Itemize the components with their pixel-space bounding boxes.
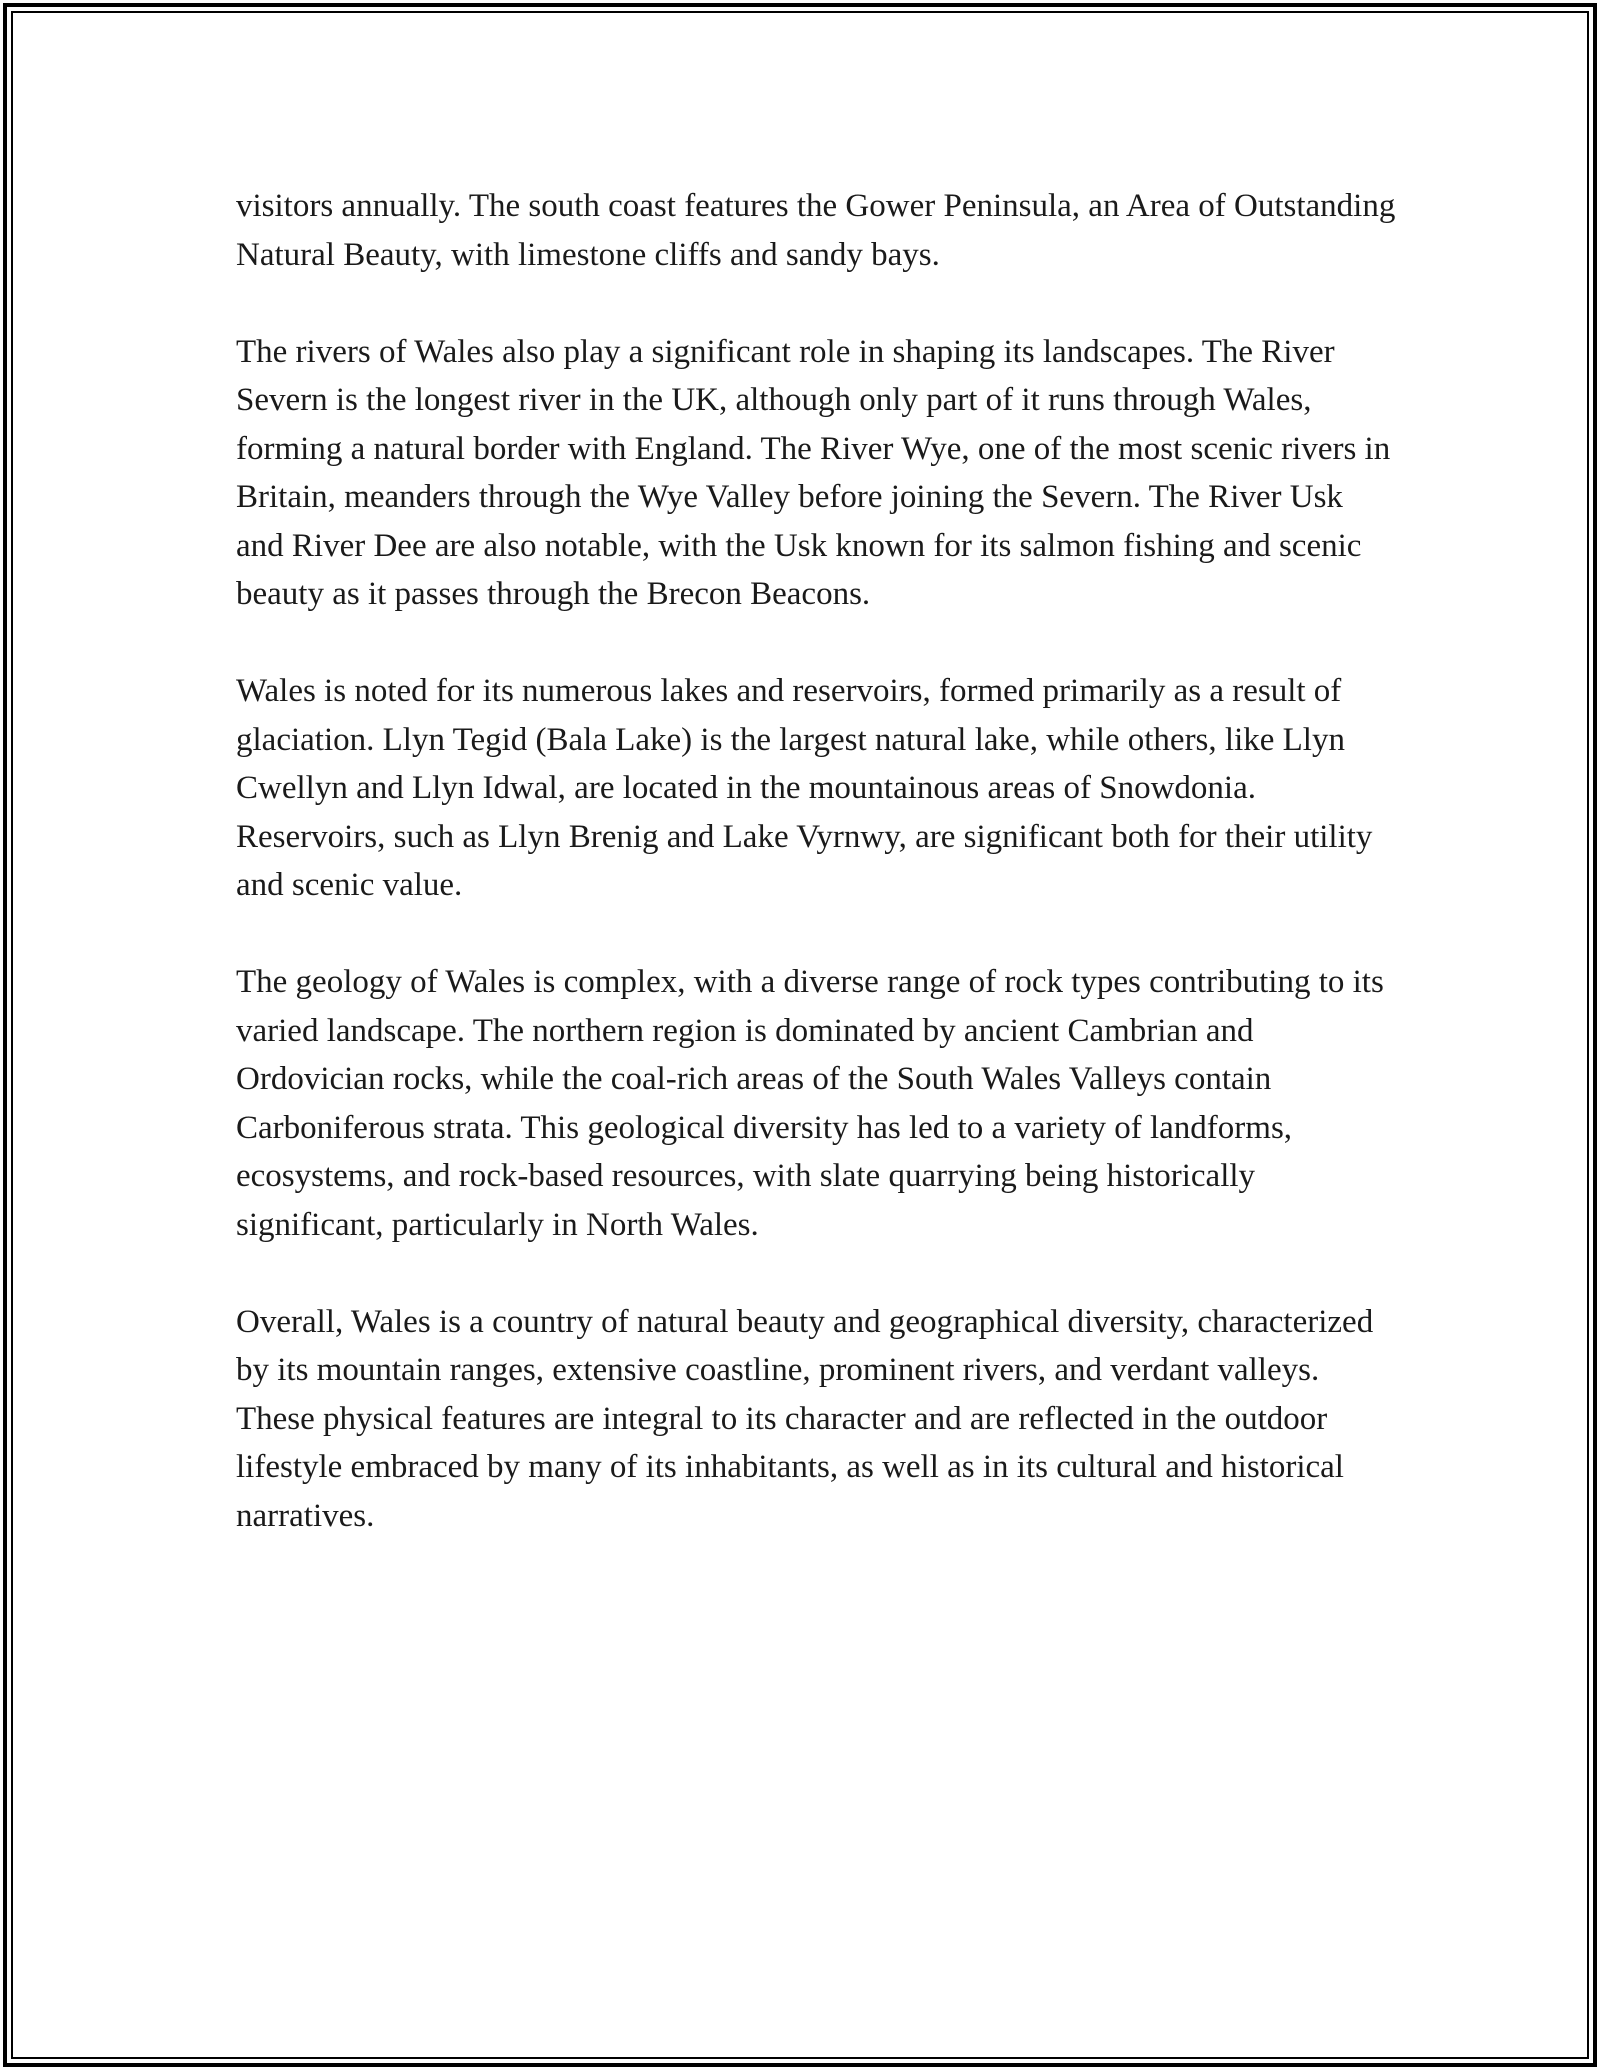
paragraph-rivers: The rivers of Wales also play a significant role in shaping its landscapes. The River Severn is the longest river in the UK, although only part of it runs through Wales, forming a natural border with England. The River Wye, one of the most scenic rivers in Britain, meanders through the Wye Valley before joining the Severn. The River Usk and River Dee are also notable, with the Usk known for its salmon fishing and scenic beauty as it passes through the Brecon Beacons.	[236, 333, 1391, 612]
paragraph-geology: The geology of Wales is complex, with a diverse range of rock types contributing to its varied landscape. The northern region is dominated by ancient Cambrian and Ordovician rocks, while the coal-rich areas of the South Wales Valleys contain Carboniferous strata. This geological diversity has led to a variety of landforms, ecosystems, and rock-based resources, with slate quarrying being historically significant, particularly in North Wales.	[236, 964, 1384, 1243]
document-body	[236, 182, 1396, 1589]
paragraph-gower-coast: visitors annually. The south coast features the Gower Peninsula, an Area of Outstanding Natural Beauty, with limestone cliffs and sandy bays.	[236, 188, 1396, 273]
paragraph-overall: Overall, Wales is a country of natural beauty and geographical diversity, characterized by its mountain ranges, extensive coastline, prominent rivers, and verdant valleys. These physical features are integral to its character and are reflected in the outdoor lifestyle embraced by many of its inhabitants, as well as in its cultural and historical narratives.	[236, 1303, 1374, 1534]
paragraph-lakes-reservoirs: Wales is noted for its numerous lakes and reservoirs, formed primarily as a result of glaciation. Llyn Tegid (Bala Lake) is the largest natural lake, while others, like Llyn Cwellyn and Llyn Idwal, are located in the mountainous areas of Snowdonia. Reservoirs, such as Llyn Brenig and Lake Vyrnwy, are significant both for their utility and scenic value.	[236, 673, 1373, 903]
